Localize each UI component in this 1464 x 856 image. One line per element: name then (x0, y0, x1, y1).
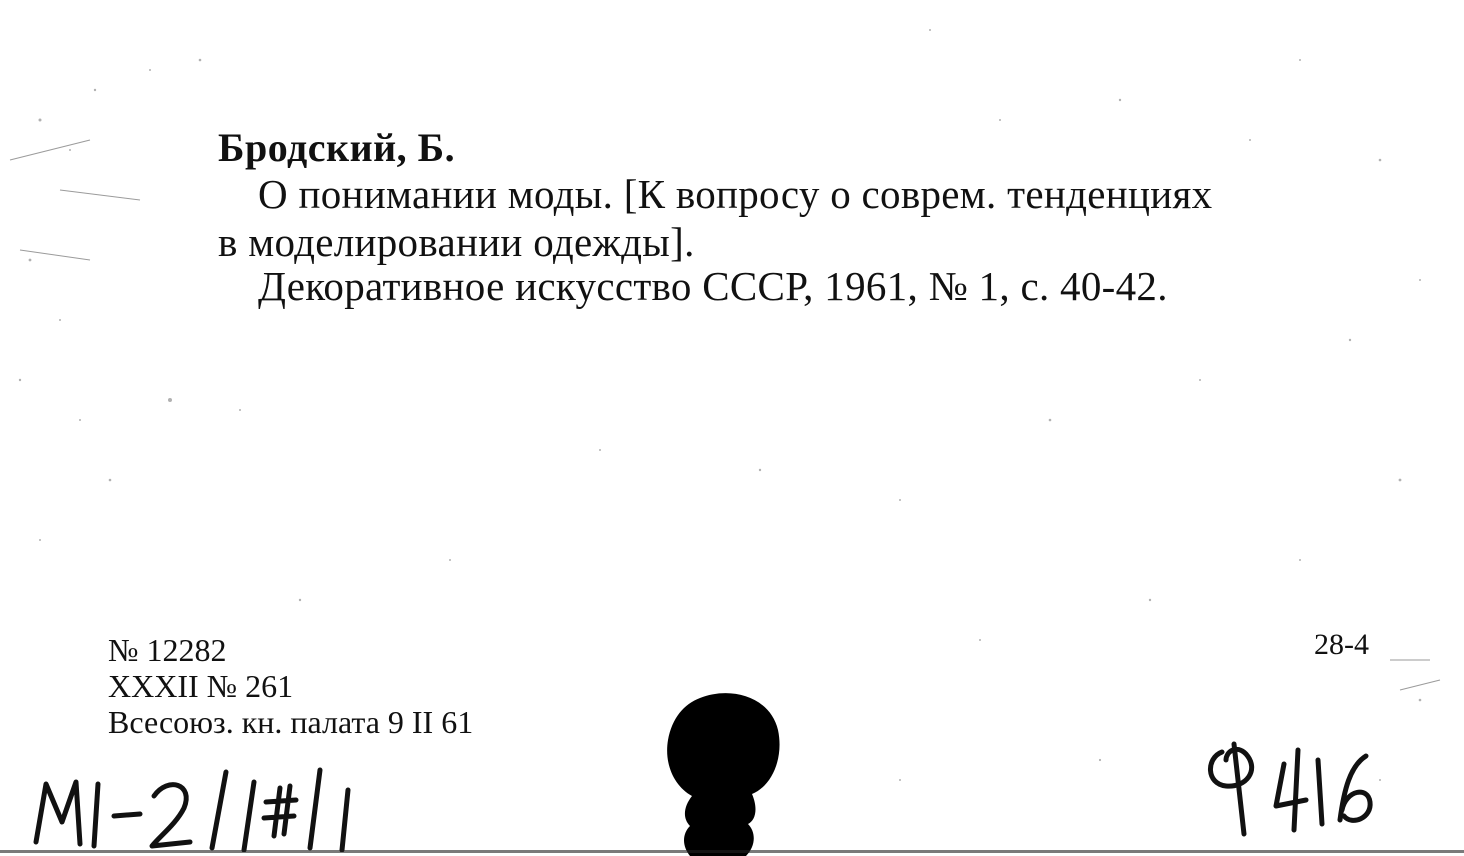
registry-publisher: Всесоюз. кн. палата 9 II 61 (108, 704, 474, 740)
card-bottom-edge (0, 850, 1464, 856)
handwritten-code-right (1200, 730, 1400, 840)
source-line: Декоративное искусство СССР, 1961, № 1, с. 40-42. (258, 263, 1168, 309)
punch-hole-stamp (660, 690, 790, 856)
registry-number: № 12282 (108, 632, 227, 668)
title-line-1: О понимании моды. [К вопросу о соврем. тенденциях (258, 171, 1213, 217)
author-name: Бродский, Б. (218, 125, 456, 170)
registry-volume: XXXII № 261 (108, 668, 294, 704)
classification-code: 28-4 (1314, 628, 1369, 661)
handwritten-code-left (28, 762, 368, 852)
title-line-2: в моделировании одежды]. (218, 219, 695, 265)
